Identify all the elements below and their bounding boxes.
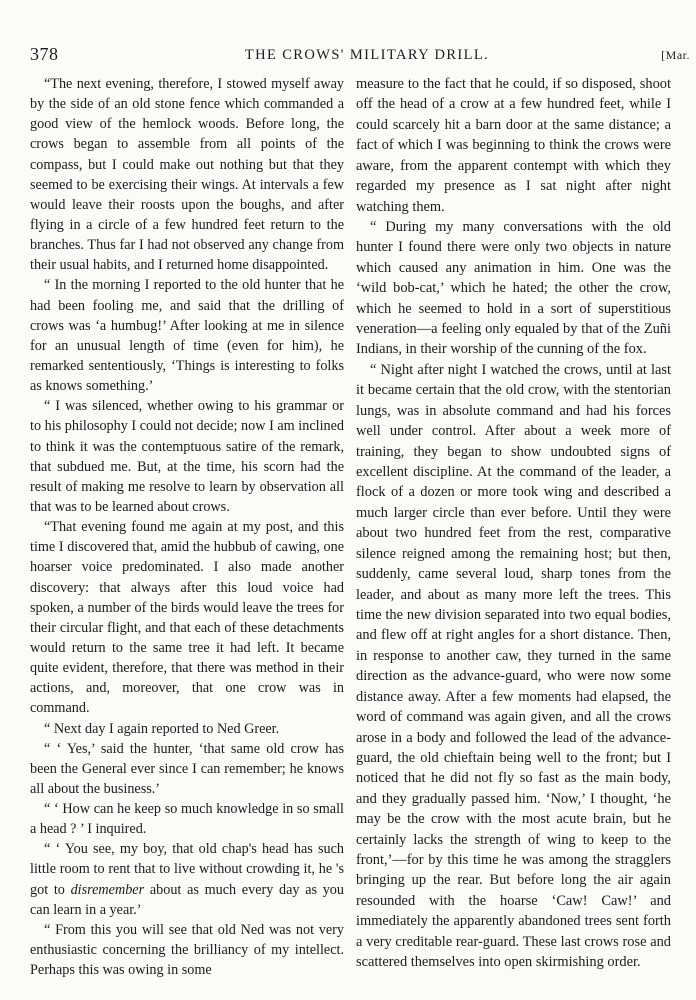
text-run: “ ‘ You see, my boy, that old chap's head has such little room to rent that to live without crowding it, he 's got to — [30, 841, 344, 898]
issue-marker: [Mar. — [661, 48, 690, 62]
paragraph: “That evening found me again at my post, and this time I discovered that, amid the hubbub of cawing, one hoarser voice predominated. I also made another discovery: that always after this loud voice had spoken, a number of the birds would leave the trees for their circular flight, and that each of these detachments would return to the same tree it had left. It became quite evident, therefore, that there was method in their actions, and, moreover, that one crow was in command. — [30, 519, 344, 717]
paragraph: “The next evening, therefore, I stowed myself away by the side of an old stone fence which commanded a good view of the hemlock woods. Before long, the crows began to assemble from all points of the compass, but I could make out nothing but that they seemed to be exercising their wings. At intervals a few would leave their roosts upon the boughs, and after flying in a circle of a few hundred feet return to the branches. Thus far I had not observed any change from their usual habits, and I returned home disappointed. — [30, 76, 344, 274]
left-column — [30, 74, 344, 980]
running-title: THE CROWS' MILITARY DRILL. — [244, 47, 490, 63]
paragraph: “ I was silenced, whether owing to his grammar or to his philosophy I could not decide; now I am inclined to think it was the contemptuous satire of the remark, that subdued me. But, at the time, his scorn had the result of making me resolve to learn by observation all that was to be learned about crows. — [30, 398, 344, 515]
paragraph: “ Night after night I watched the crows, until at last it became certain that the old crow, with the stentorian lungs, was in absolute command and had his forces well under control. After about a week more of training, they began to show undoubted signs of excellent discipline. At the command of the leader, a flock of a dozen or more took wing and described a much larger circle than ever before. Until they were about two hundred feet from the rest, comparative silence reigned among the remaining host; but then, suddenly, came several loud, sharp tones from the leader, and about as many more left the trees. This time the new division separated into two equal bodies, and flew off at right angles for a short distance. Then, in response to another caw, they turned in the same direction as the advance-guard, who were now some distance away. After a few moments had elapsed, the word of command was again given, and all the crows arose in a body and followed the lead of the advance-guard, the old chieftain being well to the front; but I noticed that he did not fly so fast as the main body, and they gradually passed him. ‘Now,’ I thought, ‘he may be the crow with the most acute brain, but he certainly lacks the strength of wing to keep to the front,’—for by this time he was among the stragglers bringing up the rear. But before long the air again resounded with the hoarse ‘Caw! Caw!’ and immediately the apparently abandoned trees sent forth a very creditable rear-guard. These last crows rose and scattered themselves into open skirmishing order. — [356, 361, 671, 971]
right-column — [356, 74, 671, 973]
page-number: 378 — [30, 44, 59, 64]
paragraph: “ Next day I again reported to Ned Greer. — [44, 720, 280, 737]
emphasis-text: disremember — [70, 881, 145, 898]
paragraph: “ From this you will see that old Ned was not very enthusiastic concerning the brilliancy of my intellect. Perhaps this was owing in some — [30, 921, 344, 979]
paragraph: “ ‘ How can he keep so much knowledge in so small a head ? ’ I inquired. — [30, 801, 344, 838]
paragraph: “ During my many conversations with the old hunter I found there were only two objects in nature which caused any animation in him. One was the ‘wild bob-cat,’ which he hated; the other the crow, which he seemed to hold in a sort of superstitious veneration—a feeling only equaled by that of the Zuñi Indians, in their worship of the cunning of the fox. — [356, 218, 671, 358]
paragraph: “ In the morning I reported to the old hunter that he had been fooling me, and said that the drilling of crows was ‘a humbug!’ After looking at me in silence for an unusual length of time (even for him), he remarked sententiously, ‘Things is interesting to folks as knows something.’ — [30, 277, 344, 395]
paragraph — [30, 839, 344, 920]
paragraph: “ ‘ Yes,’ said the hunter, ‘that same old crow has been the General ever since I can remember; he knows all about the business.’ — [30, 740, 344, 797]
page-header — [30, 44, 690, 68]
paragraph-continuation: measure to the fact that he could, if so disposed, shoot off the head of a crow at a few hundred feet, while I could scarcely hit a barn door at the same distance; a fact of which I was beginning to think the crows were aware, from the apparent contempt with which they regarded my presence as I sat night after night watching them. — [356, 76, 671, 215]
text-run: about as much every day as you can learn in a year.’ — [30, 881, 344, 918]
